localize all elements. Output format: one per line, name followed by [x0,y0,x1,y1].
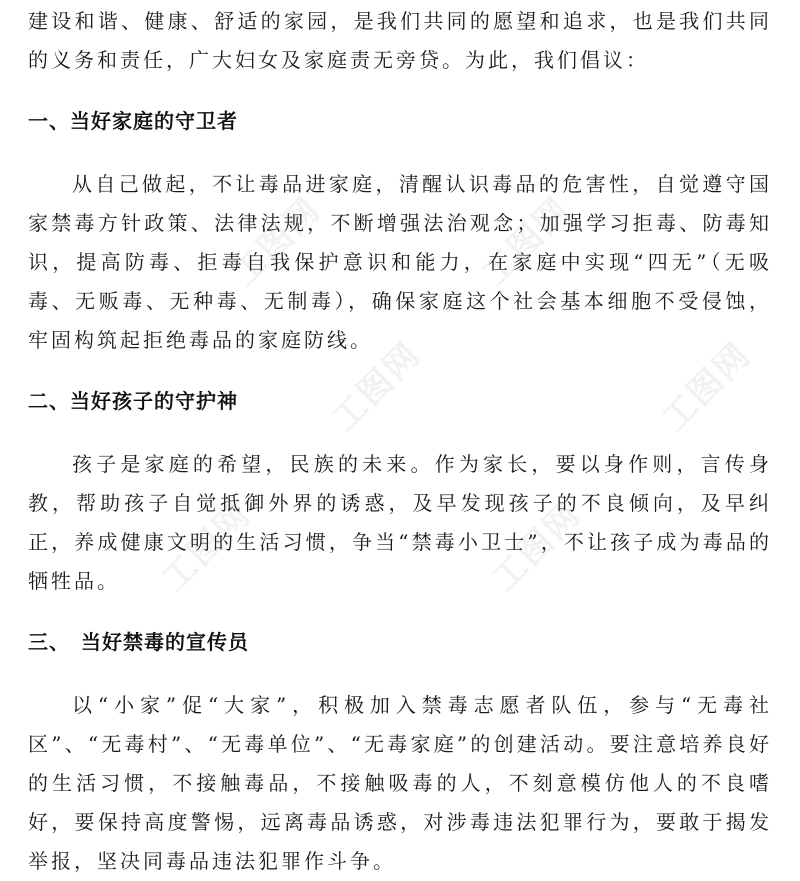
watermark: 工图网 [654,334,759,440]
watermark: 工图网 [474,189,579,295]
document-page [28,0,772,881]
watermark: 工图网 [154,494,259,600]
watermark: 工图网 [224,189,329,295]
section-1-heading: 一、当好家庭的守卫者 [28,109,238,133]
section-1-body: 从自己做起，不让毒品进家庭，清醒认识毒品的危害性，自觉遵守国家禁毒方针政策、法律法规，不断增强法治观念；加强学习拒毒、防毒知识，提高防毒、拒毒自我保护意识和能力，在家庭中实现“四无”（无吸毒、无贩毒、无种毒、无制毒），确保家庭这个社会基本细胞不受侵蚀，牢固构筑起拒绝毒品的家庭防线。 [28,172,772,352]
intro-paragraph: 建设和谐、健康、舒适的家园，是我们共同的愿望和追求，也是我们共同的义务和责任，广大妇女及家庭责无旁贷。为此，我们倡议： [28,9,772,72]
section-2-body: 孩子是家庭的希望，民族的未来。作为家长，要以身作则，言传身教，帮助孩子自觉抵御外界的诱惑，及早发现孩子的不良倾向，及早纠正，养成健康文明的生活习惯，争当“禁毒小卫士”，不让孩子成为毒品的牺牲品。 [28,452,772,593]
section-2-heading: 二、当好孩子的守护神 [28,389,238,413]
watermark: 工图网 [484,494,589,600]
watermark: 工图网 [324,334,429,440]
section-3-heading: 三、 当好禁毒的宣传员 [28,630,249,654]
section-3-body: 以“小家”促“大家”，积极加入禁毒志愿者队伍，参与“无毒社区”、“无毒村”、“无毒单位”、“无毒家庭”的创建活动。要注意培养良好的生活习惯，不接触毒品，不接触吸毒的人，不刻意模仿他人的不良嗜好，要保持高度警惕，远离毒品诱惑，对涉毒违法犯罪行为，要敢于揭发举报，坚决同毒品违法犯罪作斗争。 [28,693,772,873]
